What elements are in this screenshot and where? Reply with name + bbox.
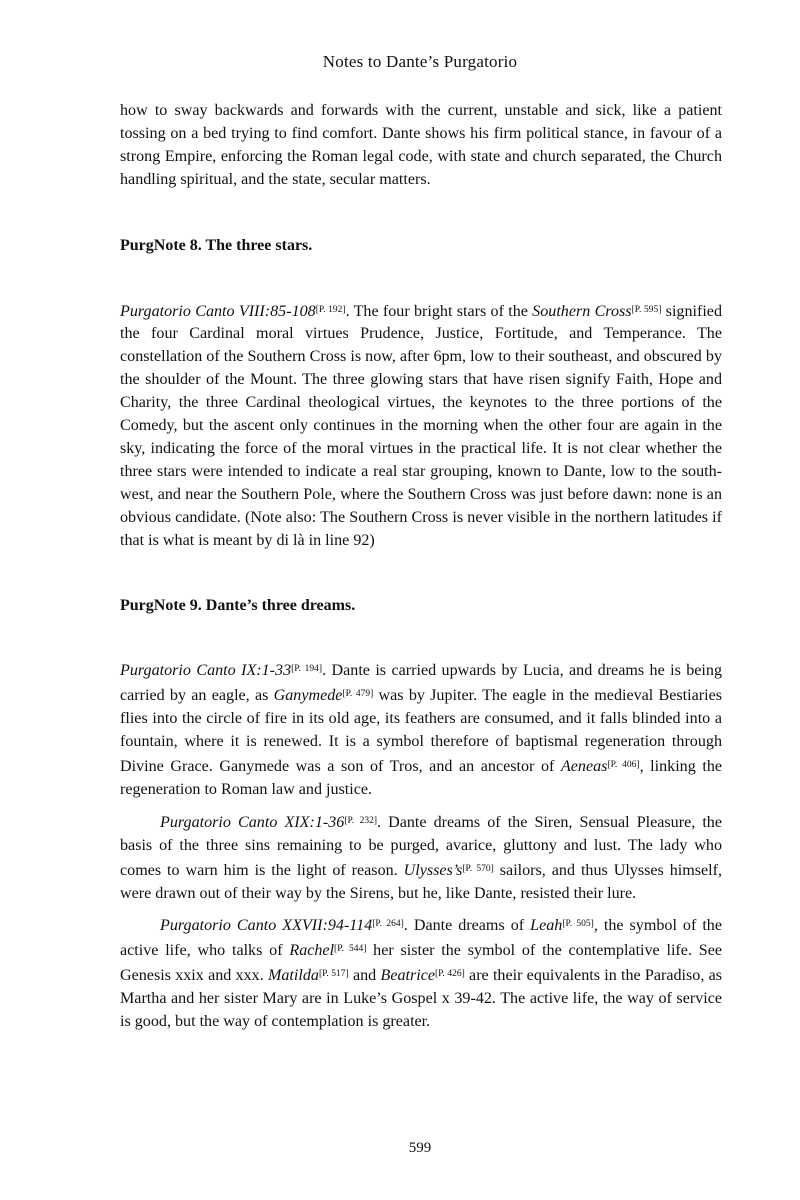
page-ref[interactable]: [P. 479]: [342, 689, 374, 700]
glossary-link[interactable]: Beatrice: [380, 967, 435, 985]
text-run: are their equivalents in the Paradiso, as Martha and her sister Mary are in Luke’s Gospel x 39-42. The active life, the way of service is good, but the way of contemplation is greater.: [120, 967, 723, 1031]
text-run: , linking the regeneration to Roman law and justice.: [120, 758, 723, 798]
text-run: . Dante is carried upwards by Lucia, and dreams he is being carried by an eagle, as: [120, 662, 722, 705]
text-run: her sister the symbol of the contemplative life. See Genesis xxix and xxx.: [120, 942, 722, 985]
page-ref[interactable]: [P. 192]: [315, 304, 346, 315]
text-run: and: [348, 967, 381, 985]
note-9-paragraph-2: [120, 810, 722, 906]
page-ref[interactable]: [P. 544]: [334, 944, 367, 955]
page-ref[interactable]: [P. 595]: [631, 304, 662, 315]
page-number: 599: [408, 1140, 432, 1156]
text-run: signified the four Cardinal moral virtues Prudence, Justice, Fortitude, and Temperance. The constellation of the Southern Cross is now, after 6pm, low to their southeast, and obscured by the shoulder of the Mount. The three glowing stars that have risen signify Faith, Hope and Charity, the three Cardinal theological virtues, the keynotes to the three portions of the Comedy, but the ascent only continues in the morning when the other four are again in the sky, indicating the force of the moral virtues in the practical life. It is not clear whether the three stars were intended to indicate a real star grouping, known to Dante, low to the south-west, and near the Southern Pole, where the Southern Cross was just before dawn: none is an obvious candidate. (Note also: The Southern Cross is never visible in the northern latitudes if that is what is meant by di là in line 92): [120, 302, 723, 549]
page-ref[interactable]: [P. 426]: [435, 969, 465, 980]
canto-link[interactable]: Purgatorio Canto IX:1-33: [120, 662, 292, 680]
text-run: . The four bright stars of the: [345, 302, 533, 320]
page-ref[interactable]: [P. 406]: [607, 760, 640, 771]
glossary-link[interactable]: Ganymede: [273, 687, 343, 705]
glossary-link[interactable]: Southern Cross: [532, 302, 632, 320]
note-8-heading: PurgNote 8. The three stars.: [120, 236, 313, 254]
page-ref[interactable]: [P. 232]: [344, 815, 377, 826]
text-run: , the symbol of the active life, who talks of: [120, 917, 722, 960]
canto-link[interactable]: Purgatorio Canto XIX:1-36: [160, 813, 345, 831]
text-run: sailors, and thus Ulysses himself, were drawn out of their way by the Sirens, but he, like Dante, resisted their lure.: [120, 861, 723, 902]
page-ref[interactable]: [P. 570]: [462, 863, 494, 874]
note-9-heading: PurgNote 9. Dante’s three dreams.: [120, 596, 356, 614]
glossary-link[interactable]: Rachel: [289, 942, 335, 960]
glossary-link[interactable]: Leah: [530, 917, 563, 935]
page-body: [120, 100, 722, 1034]
page-ref[interactable]: [P. 517]: [318, 969, 349, 980]
note-8-paragraph: [120, 299, 722, 553]
glossary-link[interactable]: Ulysses’s: [403, 861, 463, 879]
glossary-link[interactable]: Aeneas: [560, 758, 608, 776]
text-run: . Dante dreams of: [403, 917, 531, 935]
page-ref[interactable]: [P. 264]: [372, 919, 404, 930]
canto-link[interactable]: Purgatorio Canto VIII:85-108: [120, 302, 316, 320]
note-9-paragraph-1: [120, 658, 722, 801]
page-ref[interactable]: [P. 194]: [291, 664, 323, 675]
page-ref[interactable]: [P. 505]: [562, 919, 594, 930]
text-run: . Dante dreams of the Siren, Sensual Pleasure, the basis of the three sins remaining to be purged, avarice, gluttony and lust. The lady who comes to warn him is the light of reason.: [120, 813, 723, 879]
running-header: Notes to Dante’s Purgatorio: [322, 52, 518, 71]
canto-link[interactable]: Purgatorio Canto XXVII:94-114: [160, 917, 373, 935]
intro-paragraph: how to sway backwards and forwards with the current, unstable and sick, like a patient tossing on a bed trying to find comfort. Dante shows his firm political stance, in favour of a strong Empire, enforcing the Roman legal code, with state and church separated, the Church handling spiritual, and the state, secular matters.: [120, 102, 722, 188]
note-9-paragraph-3: [120, 913, 722, 1034]
text-run: was by Jupiter. The eagle in the medieval Bestiaries flies into the circle of fire in its old age, its feathers are consumed, and it falls blinded into a fountain, where it is renewed. It is a symbol therefore of baptismal regeneration through Divine Grace. Ganymede was a son of Tros, and an ancestor of: [120, 687, 722, 776]
glossary-link[interactable]: Matilda: [267, 967, 319, 985]
